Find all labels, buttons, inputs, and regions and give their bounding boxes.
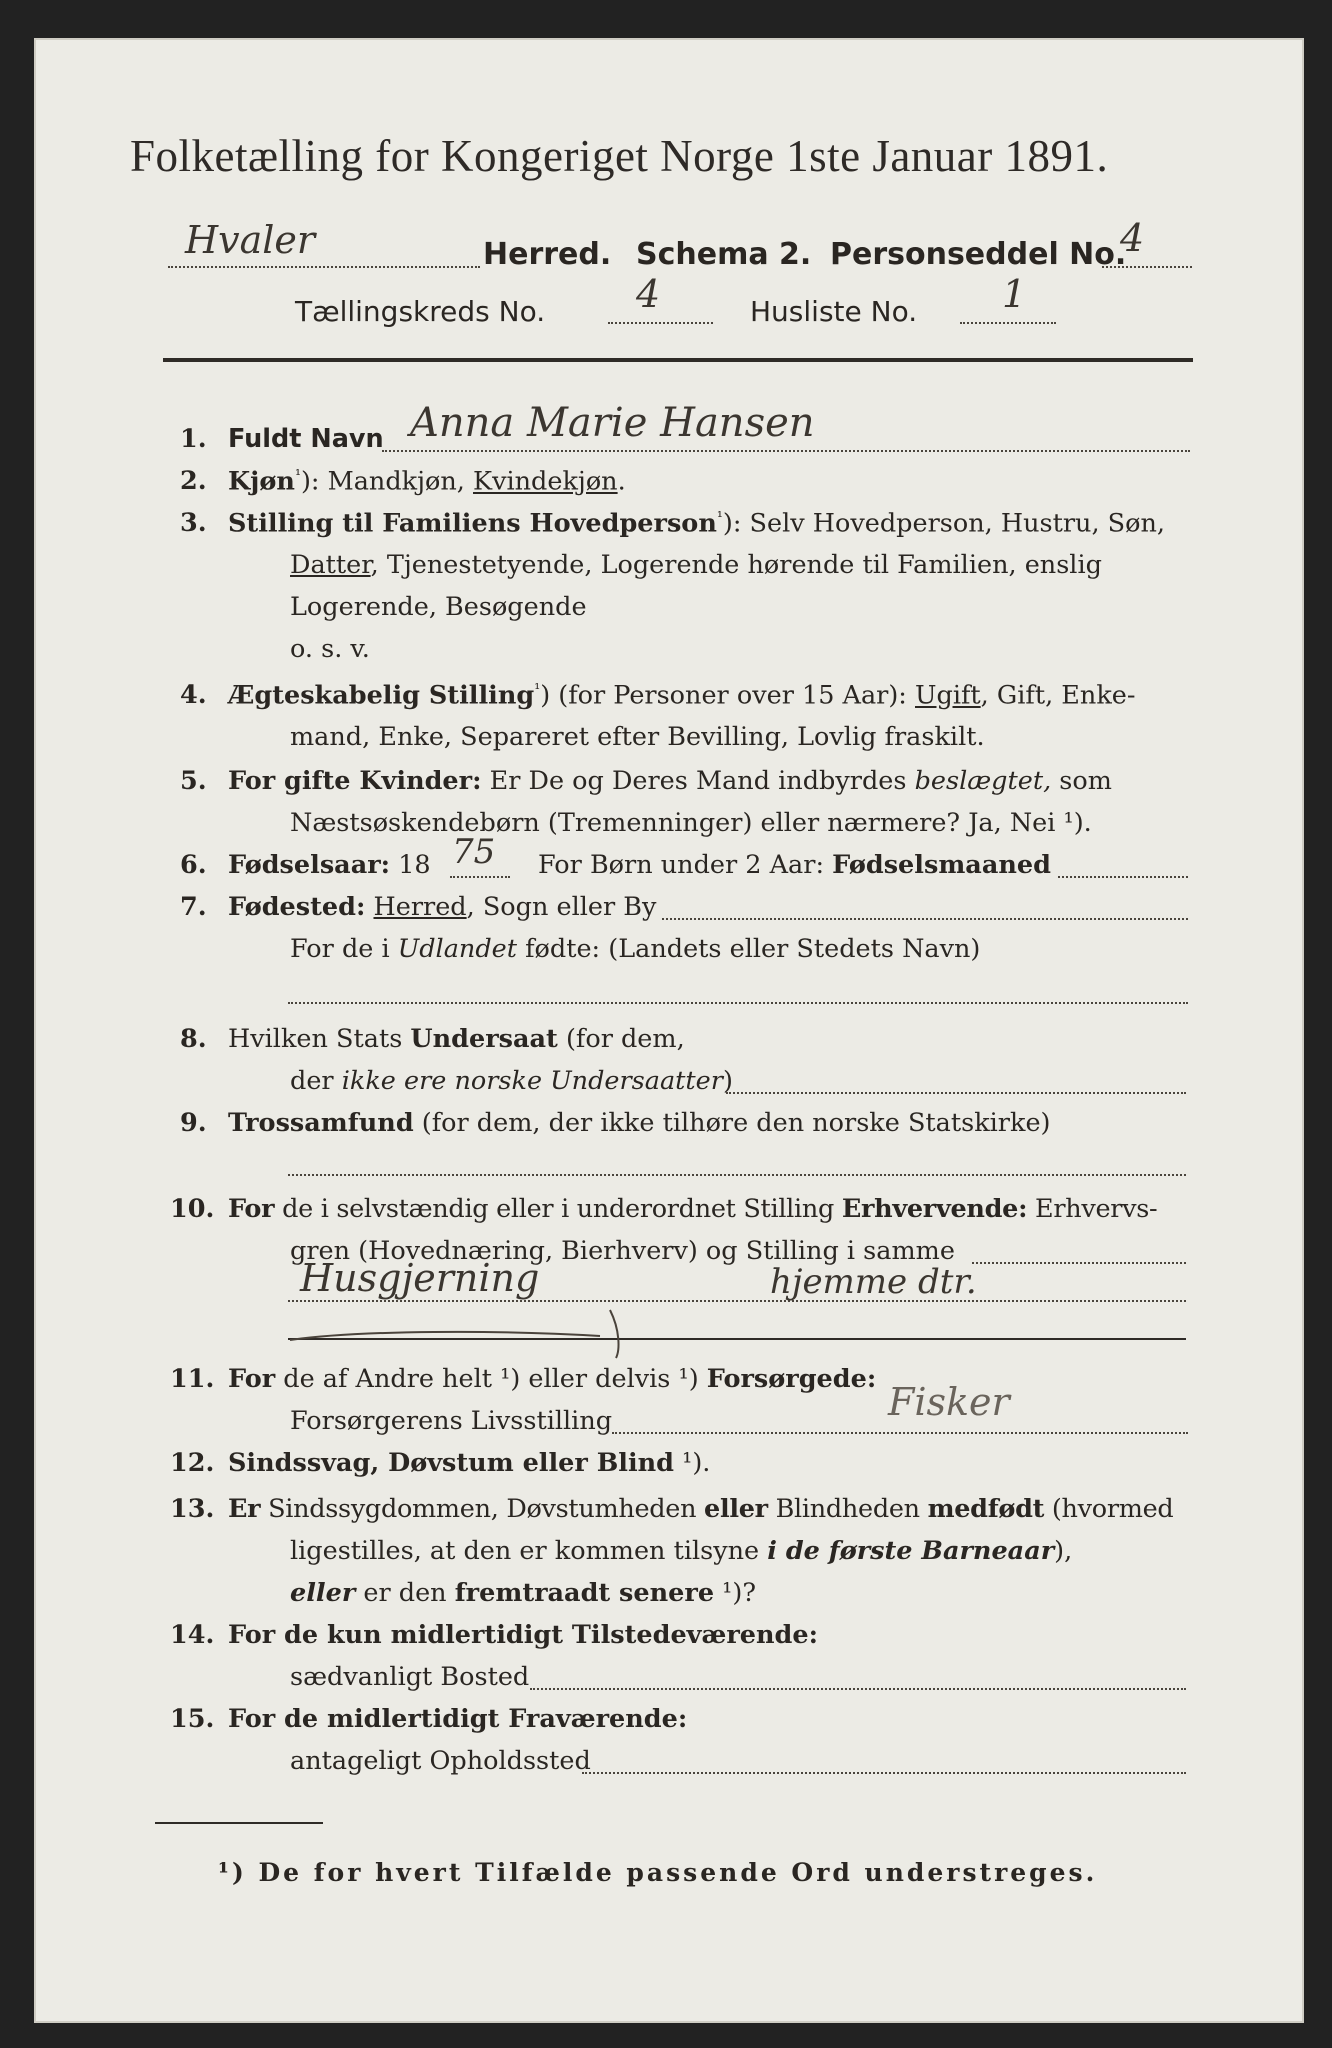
- q7-label: Fødested:: [228, 892, 366, 922]
- q14-number: 14.: [170, 1620, 215, 1650]
- q9-dotted-line: [288, 1174, 1186, 1176]
- form-title: Folketælling for Kongeriget Norge 1ste Januar 1891.: [130, 131, 1109, 181]
- q7-abroad-dotted-line: [288, 1002, 1188, 1004]
- q12-sup: ¹).: [674, 1448, 711, 1478]
- q11-dotted-line: [612, 1432, 1188, 1434]
- q10-position-value: hjemme dtr.: [770, 1262, 977, 1302]
- q5-label-b: gifte Kvinder:: [284, 766, 482, 796]
- q8-text1-a: Hvilken Stats: [228, 1024, 411, 1054]
- q13-line2: [290, 1536, 1072, 1566]
- husliste-dotted-line: [960, 322, 1056, 324]
- q13-text1-a: Sindssygdommen, Døvstumheden: [260, 1494, 705, 1524]
- q8-text1-b: Undersaat: [410, 1024, 558, 1054]
- q13-text1-e: (hvormed: [1044, 1494, 1174, 1524]
- q13-label: Er: [228, 1494, 261, 1524]
- q10-label: For: [228, 1194, 275, 1224]
- q4-label: Ægteskabelig Stilling: [228, 680, 535, 711]
- q14-label: For de kun midlertidigt Tilstedeværende:: [228, 1620, 819, 1650]
- q8-line1: [228, 1024, 685, 1054]
- q2-label: Kjøn: [228, 466, 295, 497]
- q3-line3: Logerende, Besøgende: [290, 592, 587, 622]
- q14-line2: sædvanligt Bosted: [290, 1662, 530, 1692]
- q11-text1-a: de af Andre helt ¹) eller delvis ¹): [275, 1364, 707, 1394]
- q4-line2: mand, Enke, Separeret efter Bevilling, Lovlig fraskilt.: [290, 722, 985, 752]
- q13-text3-d: ¹)?: [714, 1578, 757, 1608]
- q4-text1-a: ) (for Personer over 15 Aar):: [540, 680, 915, 711]
- q1-dotted-line: [382, 450, 1190, 452]
- q6-text-b: For Børn under 2 Aar:: [538, 850, 833, 880]
- q3-text2: , Tjenestetyende, Logerende hørende til Familien, enslig: [370, 550, 1102, 580]
- q10-handwritten-stroke: [280, 1300, 680, 1360]
- q14-dotted-line: [530, 1688, 1186, 1690]
- q5-line2: Næstsøskendebørn (Tremenninger) eller nærmere? Ja, Nei ¹).: [290, 808, 1092, 838]
- q10-text1-b: Erhvervende:: [841, 1194, 1028, 1224]
- q1-label: Fuldt Navn: [228, 424, 384, 454]
- q8-number: 8.: [180, 1024, 207, 1054]
- q7-text2-a: For de i: [290, 934, 398, 964]
- q13-text2-a: ligestilles, at den er kommen tilsyne: [290, 1536, 768, 1566]
- personseddel-label: Personseddel No.: [830, 237, 1127, 272]
- q8-line2: [290, 1066, 733, 1096]
- q7-line1: [228, 892, 656, 922]
- q6-year-value: 75: [452, 832, 496, 872]
- q10-line2: gren (Hovednæring, Bierhverv) og Stilling i samme: [290, 1236, 955, 1266]
- q4-text1-c: , Gift, Enke-: [980, 680, 1136, 711]
- q8-text2-a: der: [290, 1066, 342, 1096]
- q9-label: Trossamfund: [228, 1108, 414, 1138]
- q5-text1-a: Er De og Deres Mand indbyrdes: [481, 766, 915, 796]
- footnote-rule: [155, 1822, 323, 1824]
- q11-provider-value: Fisker: [888, 1380, 1010, 1424]
- q11-number: 11.: [170, 1364, 215, 1394]
- schema-label: Schema 2.: [636, 237, 812, 272]
- q5-text1-c: som: [1051, 766, 1112, 796]
- q15-line2: antageligt Opholdssted: [290, 1746, 591, 1776]
- q10-number: 10.: [170, 1194, 215, 1224]
- husliste-label: Husliste No.: [750, 295, 918, 328]
- q12-label: Sindssvag, Døvstum eller Blind: [228, 1448, 675, 1478]
- q6-number: 6.: [180, 850, 207, 880]
- q13-text1-c: Blindheden: [767, 1494, 928, 1524]
- q13-text3-b: er den: [355, 1578, 455, 1608]
- q1-number: 1.: [180, 424, 207, 454]
- q7-line2: [290, 934, 980, 964]
- q4-line1: [228, 680, 1136, 711]
- q12-number: 12.: [170, 1448, 215, 1478]
- q11-label: For: [228, 1364, 276, 1394]
- q6-text-c: Fødselsmaaned: [832, 850, 1051, 880]
- kreds-label: Tællingskreds No.: [295, 295, 546, 328]
- q2-sup: ¹: [294, 466, 301, 484]
- q9-text: (for dem, der ikke tilhøre den norske Statskirke): [413, 1108, 1051, 1138]
- q10-occupation-value: Husgjerning: [300, 1256, 540, 1300]
- q4-sup: ¹: [534, 680, 541, 698]
- q5-label-a: For: [228, 766, 285, 796]
- q13-text2-c: ),: [1054, 1536, 1073, 1566]
- q3-number: 3.: [180, 508, 207, 538]
- q2-line: [228, 466, 626, 497]
- husliste-value: 1: [1002, 272, 1027, 316]
- q3-selected-datter: Datter: [290, 550, 371, 580]
- q6-month-dotted-line: [1058, 876, 1188, 878]
- q7-text2-c: fødte: (Landets eller Stedets Navn): [517, 934, 981, 964]
- q6-line-b: [538, 850, 1051, 880]
- q2-number: 2.: [180, 466, 207, 496]
- q11-line1: [228, 1364, 876, 1394]
- q11-text1-b: Forsørgede:: [706, 1364, 877, 1394]
- q8-text2-b: ikke ere norske Undersaatter: [341, 1066, 723, 1096]
- q5-line1: [228, 766, 1112, 796]
- q10-line2-dotted: [972, 1262, 1186, 1264]
- q2-selected-kvindekjon: Kvindekjøn: [473, 466, 618, 497]
- q11-line2: Forsørgerens Livsstilling: [290, 1406, 613, 1436]
- q2-text-a: ): Mandkjøn,: [300, 466, 474, 497]
- q13-number: 13.: [170, 1494, 215, 1524]
- q1-full-name-value: Anna Marie Hansen: [410, 400, 815, 446]
- personseddel-value: 4: [1120, 216, 1145, 260]
- q5-text1-b: beslægtet,: [914, 766, 1052, 796]
- q13-text3-a: eller: [290, 1578, 356, 1608]
- q7-dotted-line: [662, 918, 1188, 920]
- q3-line1: [228, 508, 1165, 539]
- q10-line1: [228, 1194, 1157, 1224]
- q12-line: [228, 1448, 710, 1478]
- q2-text-c: .: [617, 466, 626, 497]
- q13-text3-c: fremtraadt senere: [454, 1578, 715, 1608]
- q15-number: 15.: [170, 1704, 215, 1734]
- q3-line2: [290, 550, 1102, 580]
- q3-line4: o. s. v.: [290, 634, 370, 664]
- q3-label: Stilling til Familiens Hovedperson: [228, 508, 717, 539]
- herred-label: Herred.: [483, 237, 612, 272]
- personseddel-dotted-line: [1102, 266, 1192, 268]
- q9-number: 9.: [180, 1108, 207, 1138]
- kreds-value: 4: [636, 272, 661, 316]
- q3-text1: ): Selv Hovedperson, Hustru, Søn,: [722, 508, 1166, 539]
- q3-sup: ¹: [716, 508, 723, 526]
- herred-dotted-line: [168, 266, 480, 268]
- header-divider: [163, 358, 1193, 362]
- q10-text1-a: de i selvstændig eller i underordnet Stilling: [274, 1194, 842, 1224]
- q8-text2-c: ): [722, 1066, 733, 1096]
- q8-dotted-line: [726, 1092, 1186, 1094]
- q15-label: For de midlertidigt Fraværende:: [228, 1704, 688, 1734]
- q13-text1-b: eller: [704, 1494, 768, 1524]
- q15-dotted-line: [582, 1772, 1186, 1774]
- q4-selected-ugift: Ugift: [915, 680, 981, 711]
- herred-value: Hvaler: [185, 218, 316, 262]
- q7-text-c: , Sogn eller By: [466, 892, 657, 922]
- q6-year-prefix: 18: [398, 850, 431, 880]
- q13-line3: [290, 1578, 756, 1608]
- q7-text2-b: Udlandet: [397, 934, 517, 964]
- q4-number: 4.: [180, 680, 207, 710]
- q9-line: [228, 1108, 1051, 1138]
- q6-line: [228, 850, 431, 880]
- q13-line1: [228, 1494, 1173, 1524]
- q13-text1-d: medfødt: [927, 1494, 1045, 1524]
- q8-text1-c: (for dem,: [557, 1024, 685, 1054]
- q7-selected-herred: Herred: [373, 892, 467, 922]
- q10-text1-c: Erhvervs-: [1027, 1194, 1158, 1224]
- q6-year-dotted-line: [450, 876, 510, 878]
- q13-text2-b: i de første Barneaar: [767, 1536, 1055, 1566]
- q5-number: 5.: [180, 766, 207, 796]
- q6-label: Fødselsaar:: [228, 850, 391, 880]
- q7-number: 7.: [180, 892, 207, 922]
- kreds-dotted-line: [608, 322, 713, 324]
- footnote-text: ¹) De for hvert Tilfælde passende Ord understreges.: [218, 1858, 1098, 1887]
